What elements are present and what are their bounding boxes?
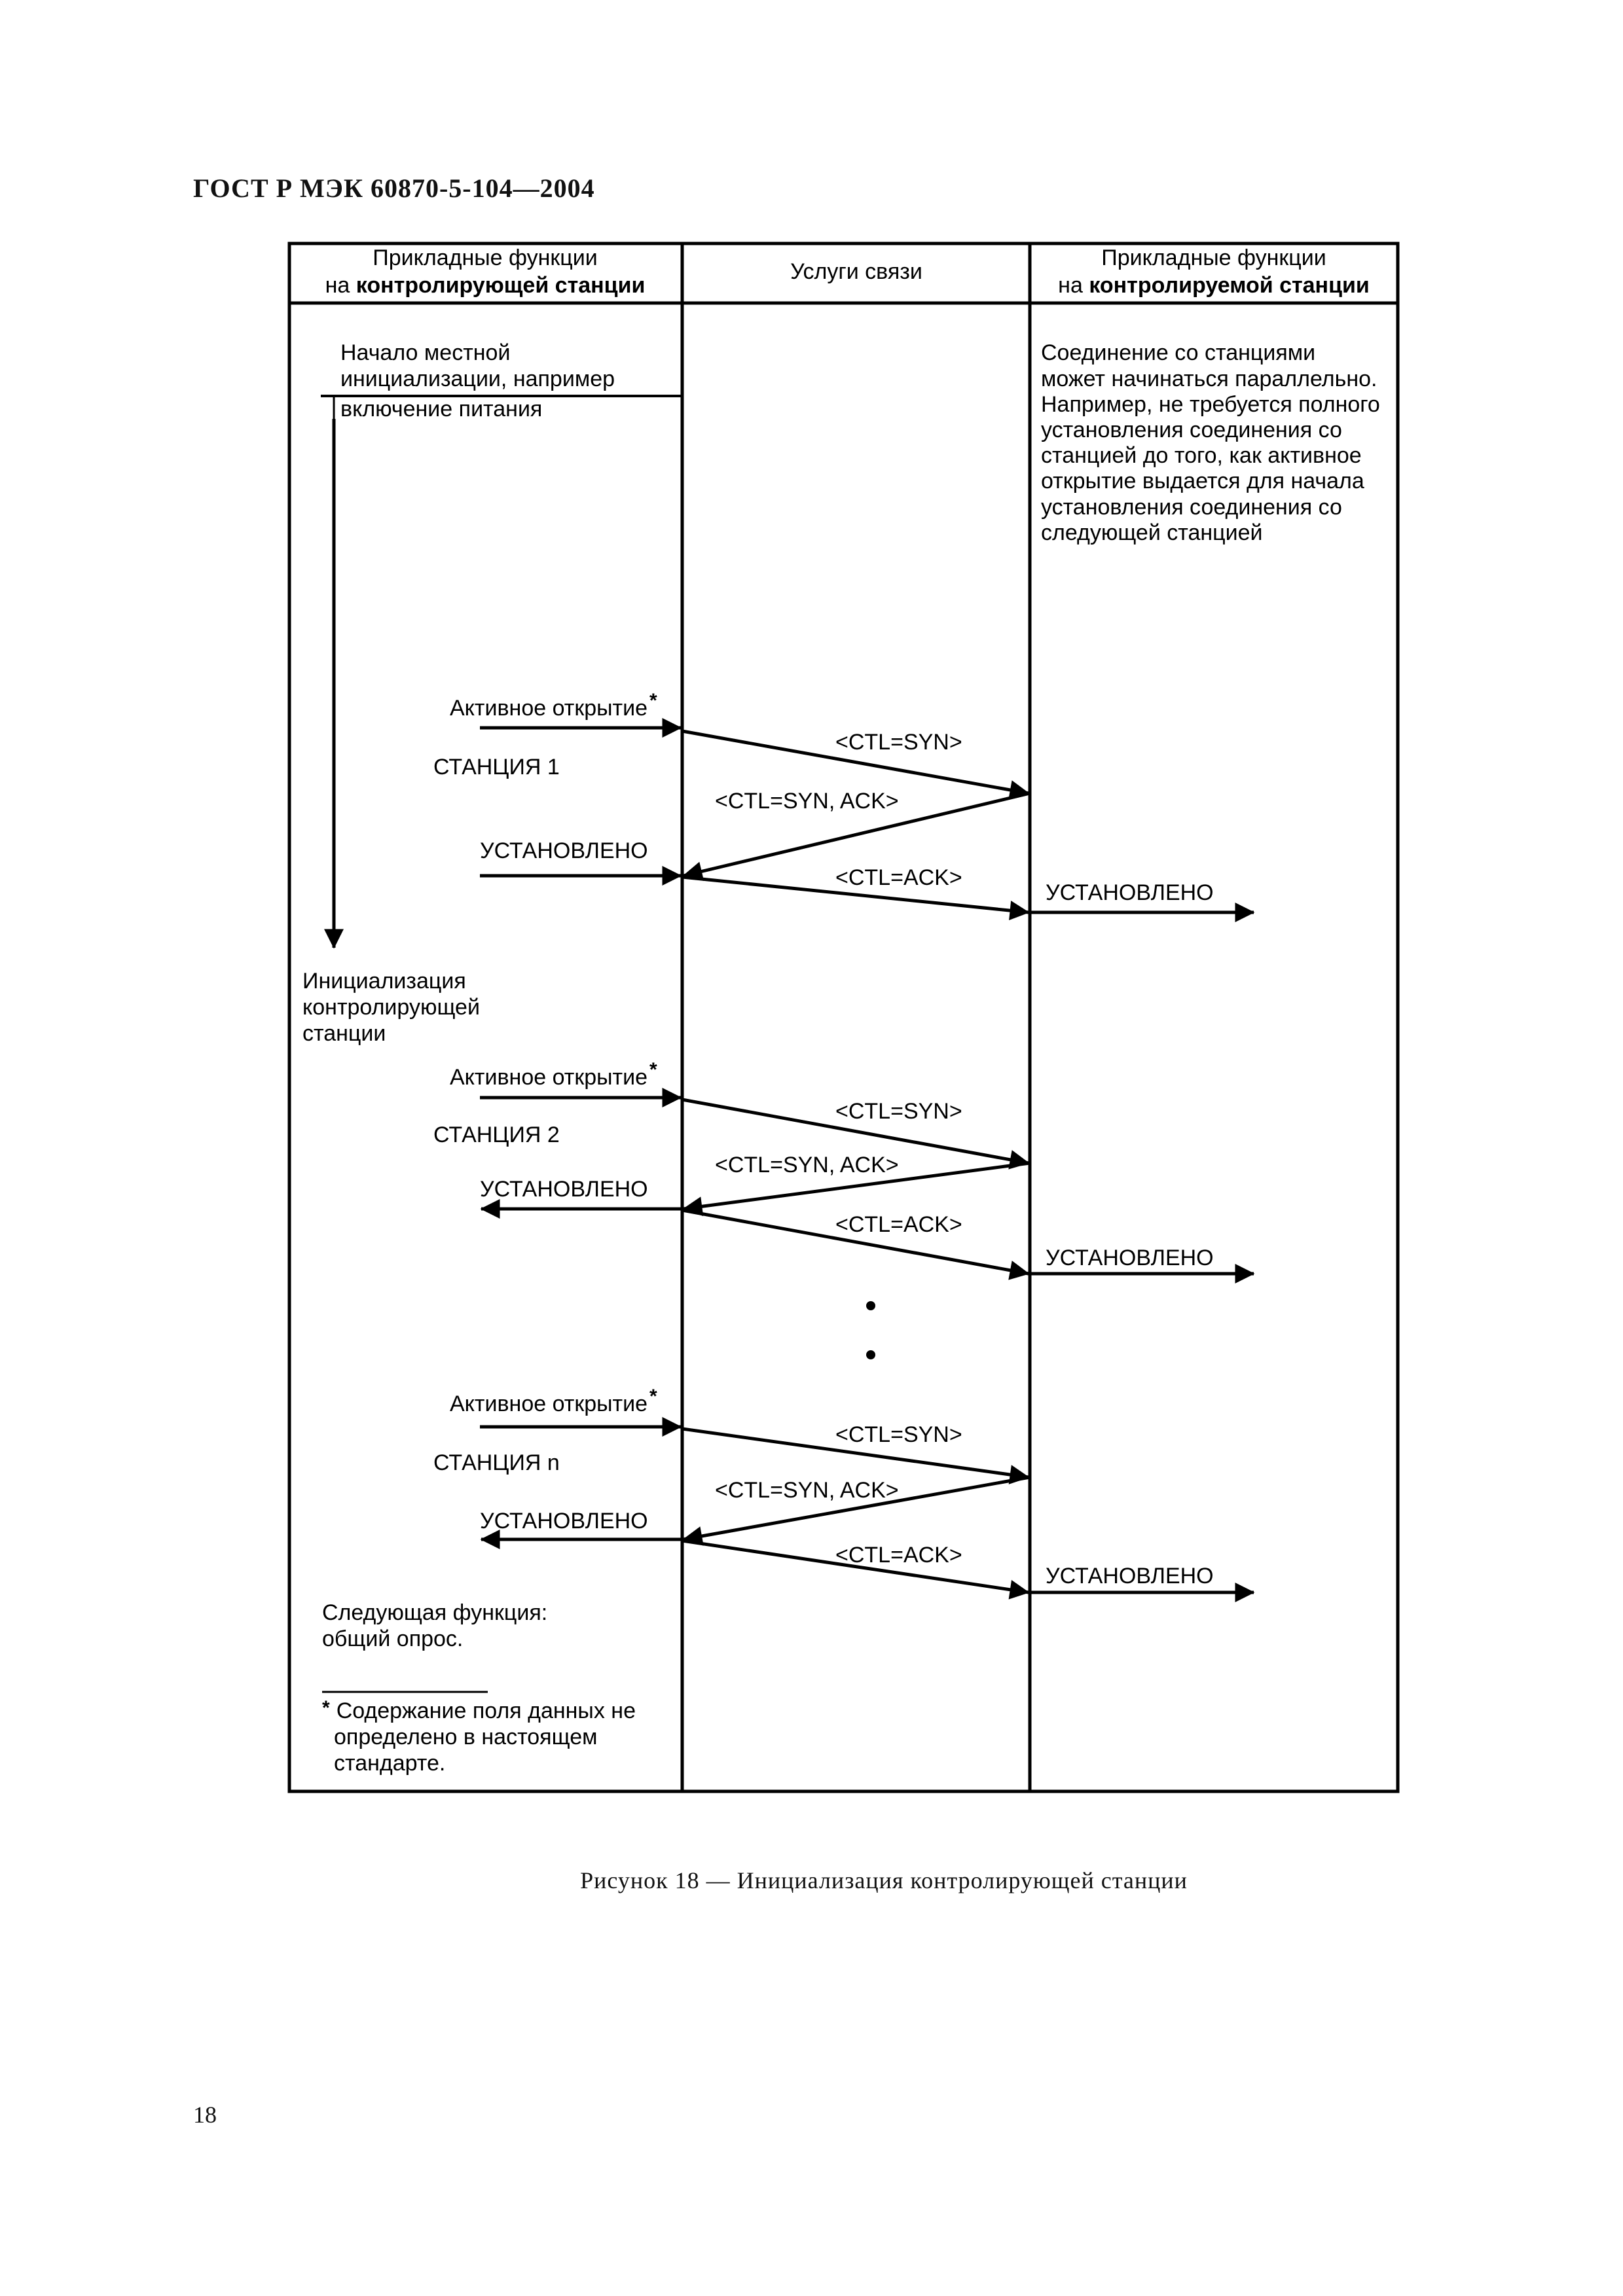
- next-function: [322, 1600, 547, 1651]
- continuation-dots: [866, 1301, 875, 1359]
- column-header-right: [1058, 245, 1370, 298]
- right-note-line: установления соединения со: [1041, 418, 1342, 442]
- column-header-left: [325, 245, 646, 298]
- column-header-right-line1: Прикладные функции: [1101, 245, 1326, 270]
- init-label: [302, 969, 480, 1046]
- column-header-middle: Услуги связи: [790, 259, 922, 284]
- established-label: УСТАНОВЛЕНО: [480, 1509, 648, 1534]
- local-init-line: Начало местной: [340, 340, 511, 365]
- footnote: [322, 1697, 636, 1776]
- msg-syn-ack-label: <CTL=SYN, ACK>: [715, 1478, 899, 1503]
- established-right-label: УСТАНОВЛЕНО: [1046, 1564, 1214, 1588]
- next-function-line: общий опрос.: [322, 1626, 464, 1651]
- asterisk-mark: *: [322, 1697, 330, 1719]
- msg-syn-label: <CTL=SYN>: [835, 730, 962, 755]
- column-header-right-line2: на контролируемой станции: [1058, 273, 1370, 298]
- footnote-line: определено в настоящем: [334, 1725, 598, 1749]
- right-note-line: Соединение со станциями: [1041, 340, 1316, 365]
- dot: [866, 1350, 875, 1359]
- msg-ack-label: <CTL=ACK>: [835, 1543, 962, 1568]
- dot: [866, 1301, 875, 1310]
- msg-syn-ack-label: <CTL=SYN, ACK>: [715, 789, 899, 814]
- right-note-line: станцией до того, как активное: [1041, 443, 1362, 468]
- column-header-left-line1: Прикладные функции: [373, 245, 598, 270]
- next-function-line: Следующая функция:: [322, 1600, 548, 1625]
- established-label: УСТАНОВЛЕНО: [480, 1177, 648, 1202]
- established-right-label: УСТАНОВЛЕНО: [1046, 1246, 1214, 1270]
- active-open-label: Активное открытие *: [450, 690, 657, 721]
- right-note: [1041, 340, 1380, 545]
- footnote-line: * Содержание поля данных не: [322, 1697, 636, 1723]
- local-init-text: [340, 340, 615, 422]
- page-number: 18: [193, 2102, 217, 2128]
- init-label-line: Инициализация: [302, 969, 466, 994]
- document-header: ГОСТ Р МЭК 60870-5-104—2004: [193, 173, 595, 203]
- msg-syn-label: <CTL=SYN>: [835, 1099, 962, 1124]
- local-init-line: включение питания: [340, 397, 543, 422]
- station-label: СТАНЦИЯ n: [433, 1450, 560, 1475]
- right-note-line: следующей станцией: [1041, 520, 1263, 545]
- active-open-label: Активное открытие *: [450, 1386, 657, 1416]
- init-label-line: контролирующей: [302, 995, 480, 1020]
- established-label: УСТАНОВЛЕНО: [480, 838, 648, 863]
- right-note-line: Например, не требуется полного: [1041, 392, 1380, 417]
- station-2-sequence: [433, 1059, 1254, 1274]
- active-open-label: Активное открытие *: [450, 1059, 657, 1090]
- right-note-line: может начинаться параллельно.: [1041, 367, 1377, 391]
- msg-ack-label: <CTL=ACK>: [835, 1212, 962, 1237]
- asterisk-mark: *: [649, 690, 657, 711]
- local-init-line: инициализации, например: [340, 367, 615, 391]
- asterisk-mark: *: [649, 1386, 657, 1407]
- asterisk-mark: *: [649, 1059, 657, 1081]
- figure-caption: Рисунок 18 — Инициализация контролирующей станции: [580, 1867, 1188, 1893]
- station-label: СТАНЦИЯ 2: [433, 1122, 560, 1147]
- station-1-sequence: [433, 690, 1254, 912]
- established-right-label: УСТАНОВЛЕНО: [1046, 880, 1214, 905]
- msg-syn-ack-label: <CTL=SYN, ACK>: [715, 1153, 899, 1177]
- station-label: СТАНЦИЯ 1: [433, 755, 560, 780]
- right-note-line: установления соединения со: [1041, 495, 1342, 520]
- footnote-line: стандарте.: [334, 1751, 446, 1776]
- init-label-line: станции: [302, 1021, 386, 1046]
- msg-syn-label: <CTL=SYN>: [835, 1422, 962, 1447]
- msg-ack-label: <CTL=ACK>: [835, 865, 962, 890]
- station-n-sequence: [433, 1386, 1254, 1592]
- column-header-left-line2: на контролирующей станции: [325, 273, 646, 298]
- right-note-line: открытие выдается для начала: [1041, 469, 1364, 493]
